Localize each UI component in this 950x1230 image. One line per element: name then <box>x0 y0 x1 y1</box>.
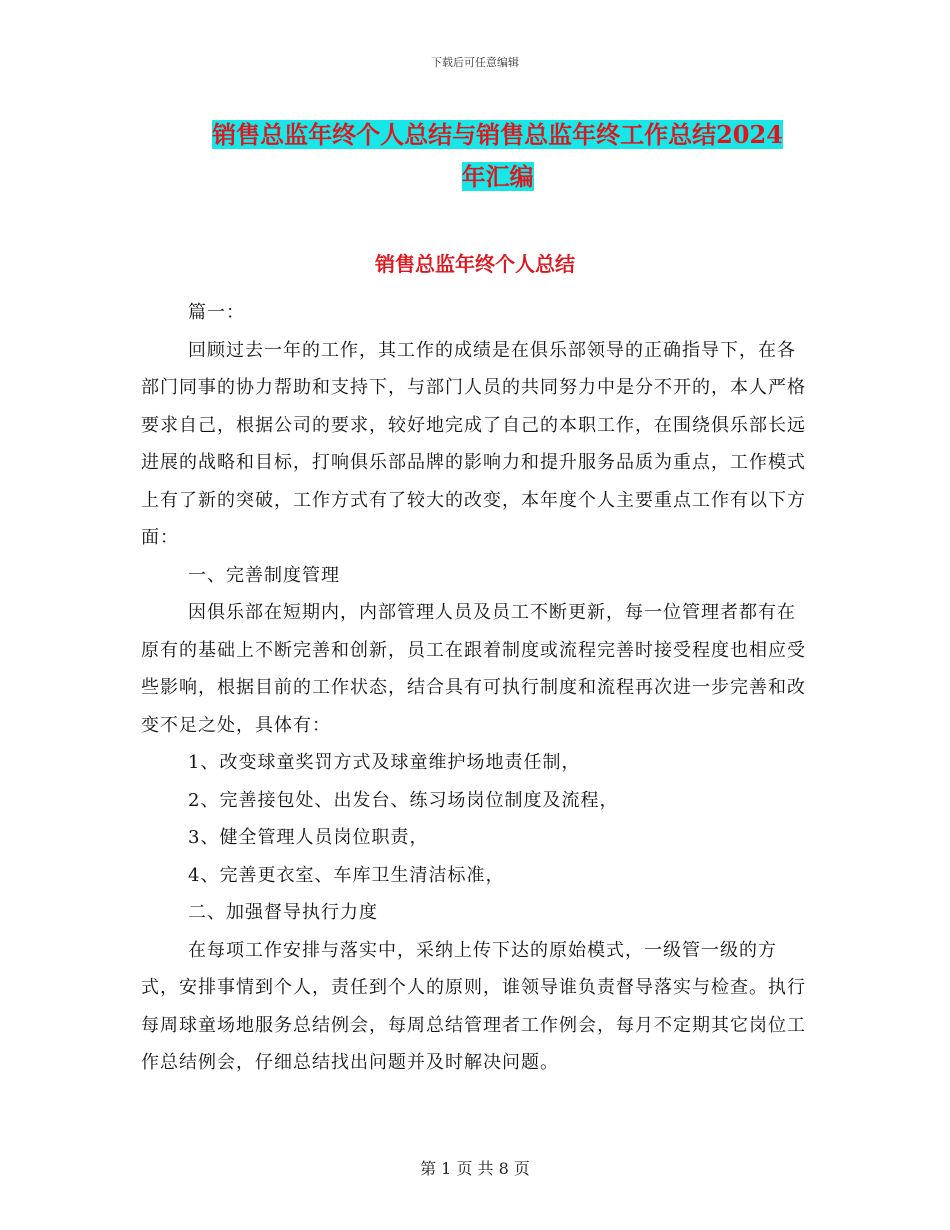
header-note: 下载后可任意编辑 <box>431 56 519 69</box>
paragraph: 回顾过去一年的工作，其工作的成绩是在俱乐部领导的正确指导下，在各部门同事的协力帮助和支持下，与部门人员的共同努力中是分不开的，本人严格要求自己，根据公司的要求，较好地完成了自己的本职工作，在围绕俱乐部长远进展的战略和目标，打响俱乐部品牌的影响力和提升服务品质为重点，工作模式上有了新的突破，工作方式有了较大的改变，本年度个人主要重点工作有以下方面： <box>141 339 806 548</box>
paragraph: 3、健全管理人员岗位职责， <box>188 827 429 848</box>
section-title: 销售总监年终个人总结 <box>375 252 575 276</box>
document-title-line-2: 年汇编 <box>461 162 534 191</box>
paragraph: 二、加强督导执行力度 <box>188 902 378 923</box>
paragraph: 因俱乐部在短期内，内部管理人员及员工不断更新，每一位管理者都有在原有的基础上不断完善和创新，员工在跟着制度或流程完善时接受程度也相应受些影响，根据目前的工作状态，结合具有可执行制度和流程再次进一步完善和改变不足之处，具体有： <box>141 602 806 736</box>
document-body <box>141 294 806 1082</box>
paragraph: 篇一： <box>188 302 245 323</box>
paragraph: 4、完善更衣室、车库卫生清洁标准， <box>188 864 505 886</box>
document-title-line-1: 销售总监年终个人总结与销售总监年终工作总结2024 <box>212 120 783 149</box>
paragraph: 在每项工作安排与落实中，采纳上传下达的原始模式，一级管一级的方式，安排事情到个人，责任到个人的原则，谁领导谁负责督导落实与检查。执行每周球童场地服务总结例会，每周总结管理者工作例会，每月不定期其它岗位工作总结例会，仔细总结找出问题并及时解决问题。 <box>141 939 806 1073</box>
paragraph: 1、改变球童奖罚方式及球童维护场地责任制， <box>188 752 581 773</box>
paragraph: 2、完善接包处、出发台、练习场岗位制度及流程， <box>188 789 619 811</box>
page-footer: 第 1 页 共 8 页 <box>420 1159 530 1178</box>
paragraph: 一、完善制度管理 <box>188 564 340 586</box>
document-title <box>190 114 805 198</box>
